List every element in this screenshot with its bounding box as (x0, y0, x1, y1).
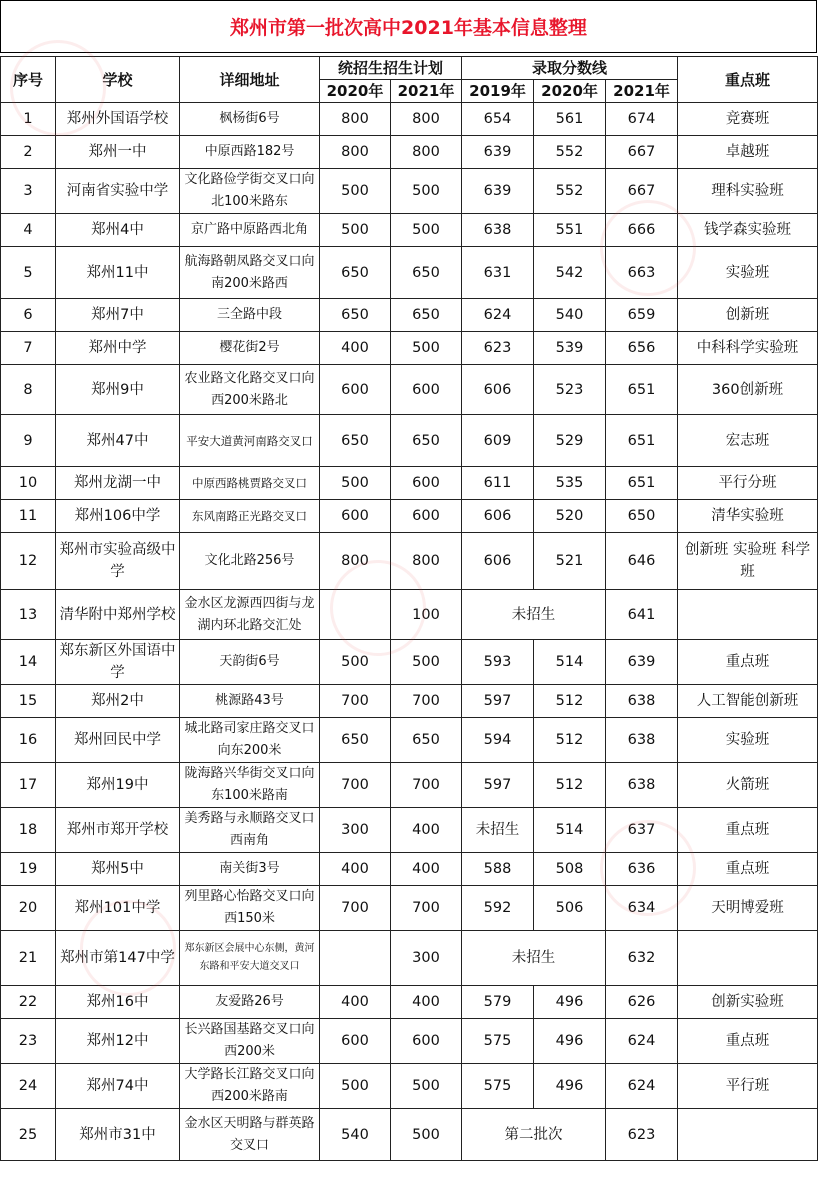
school-address: 中原西路182号 (180, 136, 320, 169)
plan-2021: 800 (391, 136, 462, 169)
plan-2021: 300 (391, 931, 462, 986)
plan-2021: 700 (391, 886, 462, 931)
plan-2020: 400 (320, 332, 391, 365)
score-2021: 659 (606, 299, 678, 332)
key-class: 钱学森实验班 (678, 214, 818, 247)
header-plan-2021: 2021年 (391, 80, 462, 103)
score-2020: 512 (534, 763, 606, 808)
school-name: 郑州中学 (56, 332, 180, 365)
table-row (1, 808, 818, 853)
school-name: 郑州2中 (56, 685, 180, 718)
school-address: 航海路朝凤路交叉口向南200米路西 (180, 247, 320, 299)
plan-2020 (320, 931, 391, 986)
score-2021: 650 (606, 500, 678, 533)
table-row (1, 169, 818, 214)
plan-2020: 700 (320, 685, 391, 718)
school-name: 郑州11中 (56, 247, 180, 299)
school-name: 郑州市实验高级中学 (56, 533, 180, 590)
key-class: 竞赛班 (678, 103, 818, 136)
plan-2020 (320, 590, 391, 640)
row-number: 19 (1, 853, 56, 886)
school-name: 郑州4中 (56, 214, 180, 247)
plan-2021: 500 (391, 169, 462, 214)
score-2020: 542 (534, 247, 606, 299)
row-number: 6 (1, 299, 56, 332)
row-number: 1 (1, 103, 56, 136)
key-class (678, 1109, 818, 1161)
plan-2021: 650 (391, 299, 462, 332)
score-2021: 634 (606, 886, 678, 931)
plan-2021: 400 (391, 853, 462, 886)
score-2021: 651 (606, 467, 678, 500)
school-address: 樱花街2号 (180, 332, 320, 365)
row-number: 14 (1, 640, 56, 685)
plan-2020: 650 (320, 415, 391, 467)
plan-2020: 400 (320, 986, 391, 1019)
key-class: 创新班 (678, 299, 818, 332)
header-scores: 录取分数线 (462, 57, 678, 80)
table-row (1, 685, 818, 718)
score-2019: 575 (462, 1019, 534, 1064)
score-2021: 638 (606, 685, 678, 718)
plan-2020: 500 (320, 1064, 391, 1109)
score-2020: 514 (534, 640, 606, 685)
score-2020: 520 (534, 500, 606, 533)
school-name: 郑东新区外国语中学 (56, 640, 180, 685)
plan-2021: 600 (391, 467, 462, 500)
score-2021: 632 (606, 931, 678, 986)
key-class: 实验班 (678, 718, 818, 763)
plan-2021: 500 (391, 214, 462, 247)
table-row (1, 640, 818, 685)
plan-2021: 800 (391, 533, 462, 590)
score-2019: 606 (462, 365, 534, 415)
plan-2021: 650 (391, 415, 462, 467)
school-name: 郑州7中 (56, 299, 180, 332)
score-2019: 588 (462, 853, 534, 886)
score-2020: 512 (534, 718, 606, 763)
key-class: 实验班 (678, 247, 818, 299)
school-name: 郑州74中 (56, 1064, 180, 1109)
score-2021: 651 (606, 415, 678, 467)
school-address: 文化路俭学街交叉口向北100米路东 (180, 169, 320, 214)
score-2021: 667 (606, 169, 678, 214)
row-number: 15 (1, 685, 56, 718)
table-row (1, 136, 818, 169)
score-2019: 631 (462, 247, 534, 299)
school-address: 农业路文化路交叉口向西200米路北 (180, 365, 320, 415)
score-2020: 521 (534, 533, 606, 590)
row-number: 10 (1, 467, 56, 500)
plan-2021: 500 (391, 640, 462, 685)
score-2020: 496 (534, 1064, 606, 1109)
row-number: 18 (1, 808, 56, 853)
row-number: 5 (1, 247, 56, 299)
score-2021: 624 (606, 1019, 678, 1064)
table-row (1, 415, 818, 467)
table-row (1, 299, 818, 332)
score-2021: 636 (606, 853, 678, 886)
score-2020: 496 (534, 986, 606, 1019)
score-2021: 624 (606, 1064, 678, 1109)
plan-2021: 600 (391, 500, 462, 533)
plan-2020: 500 (320, 467, 391, 500)
score-2021: 667 (606, 136, 678, 169)
score-2019: 592 (462, 886, 534, 931)
plan-2020: 650 (320, 718, 391, 763)
plan-2020: 500 (320, 640, 391, 685)
plan-2021: 400 (391, 808, 462, 853)
school-address: 郑东新区会展中心东侧，黄河东路和平安大道交叉口 (180, 931, 320, 986)
plan-2020: 800 (320, 136, 391, 169)
school-name: 郑州19中 (56, 763, 180, 808)
key-class: 创新实验班 (678, 986, 818, 1019)
score-2021: 641 (606, 590, 678, 640)
plan-2020: 600 (320, 365, 391, 415)
plan-2020: 540 (320, 1109, 391, 1161)
row-number: 7 (1, 332, 56, 365)
score-2019: 593 (462, 640, 534, 685)
school-address: 京广路中原路西北角 (180, 214, 320, 247)
school-address: 城北路司家庄路交叉口向东200米 (180, 718, 320, 763)
score-2019: 638 (462, 214, 534, 247)
plan-2021: 650 (391, 718, 462, 763)
header-score-2019: 2019年 (462, 80, 534, 103)
school-address: 陇海路兴华街交叉口向东100米路南 (180, 763, 320, 808)
score-merged: 未招生 (462, 590, 606, 640)
header-plan: 统招生招生计划 (320, 57, 462, 80)
key-class: 卓越班 (678, 136, 818, 169)
row-number: 25 (1, 1109, 56, 1161)
score-2019: 654 (462, 103, 534, 136)
school-address: 金水区天明路与群英路交叉口 (180, 1109, 320, 1161)
school-address: 平安大道黄河南路交叉口 (180, 415, 320, 467)
school-address: 金水区龙源西四街与龙湖内环北路交汇处 (180, 590, 320, 640)
table-row (1, 365, 818, 415)
school-info-table (0, 56, 818, 1161)
school-address: 文化北路256号 (180, 533, 320, 590)
plan-2021: 500 (391, 1064, 462, 1109)
table-row (1, 1109, 818, 1161)
score-2019: 594 (462, 718, 534, 763)
row-number: 20 (1, 886, 56, 931)
table-row (1, 533, 818, 590)
page-title: 郑州市第一批次高中2021年基本信息整理 (0, 0, 817, 53)
score-2020: 529 (534, 415, 606, 467)
table-row (1, 590, 818, 640)
score-2020: 535 (534, 467, 606, 500)
row-number: 8 (1, 365, 56, 415)
table-row (1, 1064, 818, 1109)
score-2020: 508 (534, 853, 606, 886)
school-name: 清华附中郑州学校 (56, 590, 180, 640)
plan-2020: 500 (320, 169, 391, 214)
score-2021: 646 (606, 533, 678, 590)
school-name: 郑州5中 (56, 853, 180, 886)
plan-2021: 700 (391, 685, 462, 718)
table-row (1, 763, 818, 808)
plan-2021: 700 (391, 763, 462, 808)
score-2020: 514 (534, 808, 606, 853)
row-number: 12 (1, 533, 56, 590)
table-row (1, 103, 818, 136)
plan-2020: 300 (320, 808, 391, 853)
score-2019: 597 (462, 685, 534, 718)
score-2020: 551 (534, 214, 606, 247)
school-name: 郑州101中学 (56, 886, 180, 931)
row-number: 9 (1, 415, 56, 467)
score-merged: 第二批次 (462, 1109, 606, 1161)
table-row (1, 467, 818, 500)
score-2019: 未招生 (462, 808, 534, 853)
school-name: 郑州12中 (56, 1019, 180, 1064)
score-2019: 639 (462, 136, 534, 169)
key-class (678, 590, 818, 640)
plan-2020: 650 (320, 247, 391, 299)
school-name: 郑州47中 (56, 415, 180, 467)
key-class: 中科科学实验班 (678, 332, 818, 365)
score-2019: 609 (462, 415, 534, 467)
school-name: 郑州市31中 (56, 1109, 180, 1161)
row-number: 24 (1, 1064, 56, 1109)
school-name: 郑州16中 (56, 986, 180, 1019)
score-2019: 606 (462, 533, 534, 590)
key-class: 天明博爱班 (678, 886, 818, 931)
header-no: 序号 (1, 57, 56, 103)
key-class (678, 931, 818, 986)
school-name: 郑州外国语学校 (56, 103, 180, 136)
table-row (1, 214, 818, 247)
school-address: 列里路心怡路交叉口向西150米 (180, 886, 320, 931)
row-number: 23 (1, 1019, 56, 1064)
key-class: 创新班 实验班 科学班 (678, 533, 818, 590)
header-school: 学校 (56, 57, 180, 103)
plan-2021: 800 (391, 103, 462, 136)
score-2019: 579 (462, 986, 534, 1019)
school-address: 桃源路43号 (180, 685, 320, 718)
school-name: 郑州回民中学 (56, 718, 180, 763)
table-row (1, 718, 818, 763)
row-number: 11 (1, 500, 56, 533)
row-number: 17 (1, 763, 56, 808)
table-row (1, 332, 818, 365)
row-number: 13 (1, 590, 56, 640)
score-2021: 656 (606, 332, 678, 365)
row-number: 2 (1, 136, 56, 169)
score-2021: 639 (606, 640, 678, 685)
plan-2020: 700 (320, 886, 391, 931)
score-2021: 674 (606, 103, 678, 136)
score-2021: 638 (606, 718, 678, 763)
plan-2020: 650 (320, 299, 391, 332)
key-class: 人工智能创新班 (678, 685, 818, 718)
school-name: 郑州一中 (56, 136, 180, 169)
school-address: 南关街3号 (180, 853, 320, 886)
key-class: 重点班 (678, 853, 818, 886)
score-2020: 540 (534, 299, 606, 332)
score-2021: 623 (606, 1109, 678, 1161)
header-class: 重点班 (678, 57, 818, 103)
school-address: 三全路中段 (180, 299, 320, 332)
plan-2020: 800 (320, 103, 391, 136)
score-2019: 639 (462, 169, 534, 214)
score-2020: 561 (534, 103, 606, 136)
school-address: 中原西路桃贾路交叉口 (180, 467, 320, 500)
header-score-2021: 2021年 (606, 80, 678, 103)
school-address: 大学路长江路交叉口向西200米路南 (180, 1064, 320, 1109)
score-2021: 651 (606, 365, 678, 415)
header-address: 详细地址 (180, 57, 320, 103)
table-row (1, 886, 818, 931)
key-class: 重点班 (678, 1019, 818, 1064)
plan-2021: 500 (391, 1109, 462, 1161)
key-class: 重点班 (678, 640, 818, 685)
school-name: 郑州9中 (56, 365, 180, 415)
row-number: 22 (1, 986, 56, 1019)
school-address: 天韵街6号 (180, 640, 320, 685)
score-2020: 539 (534, 332, 606, 365)
plan-2021: 650 (391, 247, 462, 299)
score-2021: 626 (606, 986, 678, 1019)
score-2020: 552 (534, 136, 606, 169)
table-row (1, 986, 818, 1019)
score-2020: 506 (534, 886, 606, 931)
school-address: 东风南路正光路交叉口 (180, 500, 320, 533)
plan-2021: 400 (391, 986, 462, 1019)
header-score-2020: 2020年 (534, 80, 606, 103)
key-class: 理科实验班 (678, 169, 818, 214)
plan-2021: 600 (391, 365, 462, 415)
plan-2021: 100 (391, 590, 462, 640)
school-name: 郑州龙湖一中 (56, 467, 180, 500)
score-2020: 523 (534, 365, 606, 415)
score-2019: 575 (462, 1064, 534, 1109)
score-2021: 637 (606, 808, 678, 853)
plan-2020: 600 (320, 500, 391, 533)
plan-2020: 600 (320, 1019, 391, 1064)
score-2021: 638 (606, 763, 678, 808)
table-row (1, 1019, 818, 1064)
school-address: 长兴路国基路交叉口向西200米 (180, 1019, 320, 1064)
score-2019: 624 (462, 299, 534, 332)
plan-2020: 400 (320, 853, 391, 886)
school-name: 郑州106中学 (56, 500, 180, 533)
table-row (1, 500, 818, 533)
table-row (1, 247, 818, 299)
header-plan-2020: 2020年 (320, 80, 391, 103)
score-2021: 663 (606, 247, 678, 299)
score-2019: 623 (462, 332, 534, 365)
score-2019: 611 (462, 467, 534, 500)
key-class: 平行班 (678, 1064, 818, 1109)
plan-2020: 800 (320, 533, 391, 590)
school-address: 美秀路与永顺路交叉口西南角 (180, 808, 320, 853)
plan-2021: 500 (391, 332, 462, 365)
school-name: 郑州市郑开学校 (56, 808, 180, 853)
score-2019: 606 (462, 500, 534, 533)
score-2019: 597 (462, 763, 534, 808)
score-2021: 666 (606, 214, 678, 247)
key-class: 平行分班 (678, 467, 818, 500)
key-class: 360创新班 (678, 365, 818, 415)
school-name: 河南省实验中学 (56, 169, 180, 214)
school-address: 友爱路26号 (180, 986, 320, 1019)
score-2020: 512 (534, 685, 606, 718)
key-class: 重点班 (678, 808, 818, 853)
table-row (1, 853, 818, 886)
score-2020: 552 (534, 169, 606, 214)
score-2020: 496 (534, 1019, 606, 1064)
school-address: 枫杨街6号 (180, 103, 320, 136)
row-number: 21 (1, 931, 56, 986)
plan-2021: 600 (391, 1019, 462, 1064)
school-name: 郑州市第147中学 (56, 931, 180, 986)
table-row (1, 931, 818, 986)
plan-2020: 500 (320, 214, 391, 247)
key-class: 宏志班 (678, 415, 818, 467)
row-number: 4 (1, 214, 56, 247)
key-class: 清华实验班 (678, 500, 818, 533)
key-class: 火箭班 (678, 763, 818, 808)
score-merged: 未招生 (462, 931, 606, 986)
row-number: 3 (1, 169, 56, 214)
row-number: 16 (1, 718, 56, 763)
plan-2020: 700 (320, 763, 391, 808)
